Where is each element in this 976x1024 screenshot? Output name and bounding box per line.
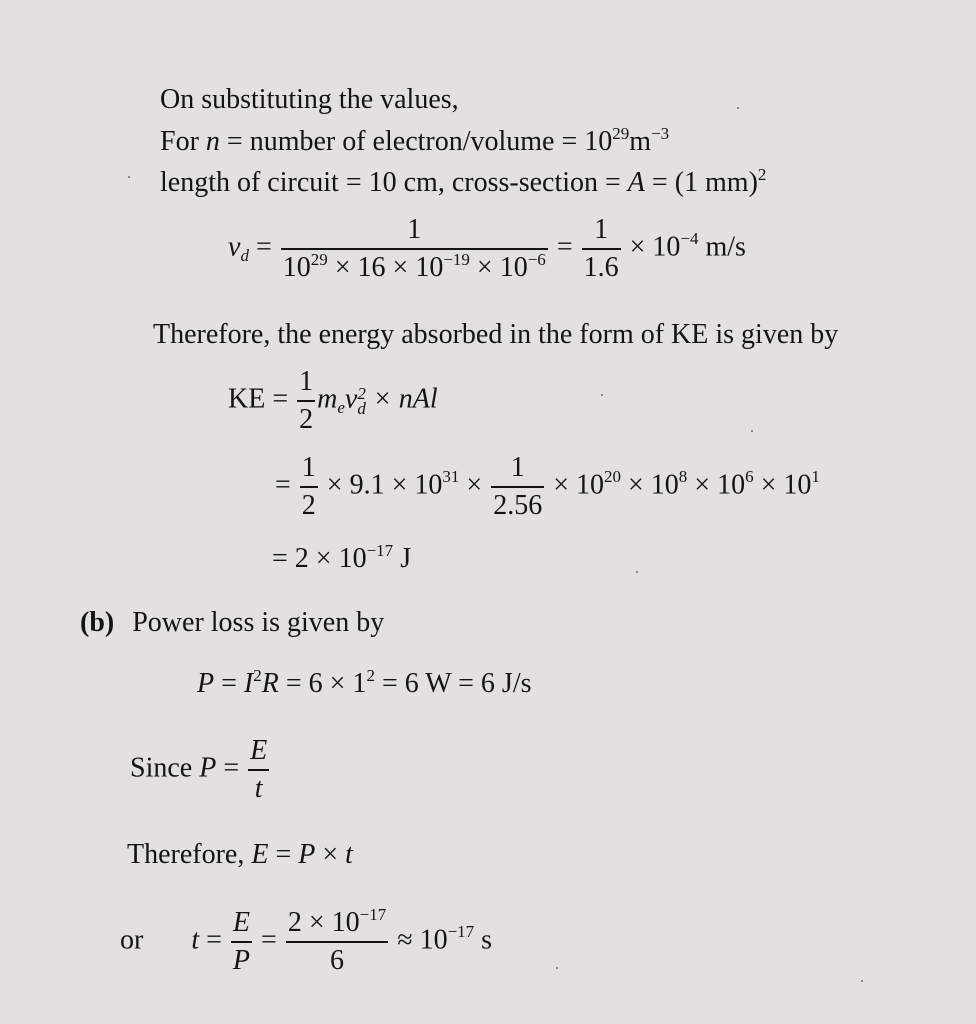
- numerator: E: [232, 907, 251, 938]
- equals-sign: =: [254, 924, 284, 956]
- var-n: n: [205, 126, 220, 157]
- intro-for-text: For: [160, 126, 206, 157]
- exponent: −17: [359, 905, 387, 924]
- superscript: 2: [357, 384, 366, 403]
- ke-equation-1: [228, 366, 438, 436]
- var-P: P: [298, 839, 316, 870]
- intro-line-1: [160, 83, 459, 117]
- scan-speck: [751, 430, 753, 432]
- scan-speck: [128, 176, 130, 178]
- intro-line-3: [160, 166, 766, 200]
- sup-sub-stack: [357, 386, 366, 416]
- ke-intro-text: Therefore, the energy absorbed in the form of KE is given by: [153, 319, 839, 350]
- exponent: 29: [612, 124, 630, 143]
- subscript: d: [240, 246, 249, 266]
- exponent: −4: [680, 229, 699, 249]
- power-result: = 6 W = 6 J/s: [374, 668, 532, 699]
- since-equation: [130, 735, 271, 805]
- subscript: d: [357, 399, 366, 418]
- power-of-ten: × 10: [622, 231, 681, 263]
- exponent: −6: [527, 250, 546, 269]
- var-I: I: [243, 668, 254, 699]
- unit-m: m: [629, 126, 652, 157]
- var-R: R: [261, 668, 279, 699]
- ke-intro-line: [153, 318, 838, 352]
- ke-equation-2: [275, 452, 820, 522]
- therefore-equation: [127, 838, 353, 872]
- exponent: −17: [447, 922, 475, 942]
- den-term: × 16 × 10: [327, 252, 444, 283]
- term: × 9.1 × 10: [319, 469, 443, 501]
- denominator: t: [254, 773, 263, 804]
- var-m: m: [317, 383, 338, 415]
- var-v: v: [228, 231, 241, 263]
- den-term: 10: [282, 252, 311, 283]
- ke-equation-3: [272, 542, 411, 576]
- den-term: × 10: [469, 252, 528, 283]
- fraction: [491, 452, 544, 522]
- equals-sign: =: [216, 752, 247, 784]
- term: × 10: [687, 469, 746, 501]
- numerator: 1: [594, 214, 609, 245]
- term: = 6 × 1: [278, 668, 367, 699]
- var-A: A: [627, 167, 645, 198]
- denominator: 2: [301, 490, 316, 521]
- equals-sign: =: [268, 839, 299, 870]
- exponent: −3: [651, 124, 670, 143]
- numerator: 1: [510, 452, 525, 483]
- intro-electron-density-text: = number of electron/volume = 10: [219, 126, 613, 157]
- var-v: v: [344, 383, 358, 415]
- intro-line-2: [160, 125, 669, 159]
- var-t: t: [191, 924, 200, 956]
- term: × 10: [620, 469, 679, 501]
- part-b-line: [80, 606, 384, 640]
- denominator: P: [232, 945, 251, 976]
- var-P: P: [199, 752, 217, 784]
- denominator: [281, 250, 548, 284]
- denominator: 1.6: [583, 252, 619, 283]
- scan-speck: [556, 967, 558, 969]
- or-text: or: [120, 924, 144, 956]
- intro-length-text: length of circuit = 10 cm, cross-section =: [160, 167, 628, 198]
- equals-sign: =: [549, 231, 580, 263]
- exponent: 1: [811, 467, 820, 487]
- fraction: [248, 735, 269, 805]
- part-b-label: (b): [80, 607, 115, 638]
- times-sign: ×: [459, 469, 490, 501]
- numerator: 1: [407, 214, 422, 245]
- times-sign: ×: [315, 839, 346, 870]
- exponent: 31: [442, 467, 460, 487]
- fraction: [582, 214, 621, 284]
- approx-term: ≈ 10: [390, 924, 448, 956]
- since-text: Since: [130, 752, 200, 784]
- scan-speck: [636, 571, 638, 573]
- exponent: 6: [745, 467, 754, 487]
- var-E: E: [251, 839, 269, 870]
- ke-result: = 2 × 10: [272, 543, 367, 574]
- term: × 10: [753, 469, 812, 501]
- denominator: 6: [330, 945, 344, 976]
- exponent: 2: [253, 666, 262, 685]
- exponent: 20: [603, 467, 621, 487]
- numerator: 1: [301, 452, 316, 483]
- exponent: 2: [757, 165, 767, 184]
- var-t: t: [345, 839, 353, 870]
- denominator: 2.56: [493, 490, 543, 521]
- fraction: [281, 214, 548, 284]
- equals-sign: =: [275, 469, 298, 501]
- numerator: [286, 907, 388, 941]
- unit: m/s: [698, 231, 746, 263]
- fraction: [231, 907, 252, 977]
- numerator: 1: [299, 366, 314, 397]
- numerator: E: [250, 735, 268, 766]
- ke-lhs: KE =: [228, 383, 296, 415]
- scan-speck: [861, 980, 863, 982]
- intro-line-1-text: On substituting the values,: [160, 84, 459, 115]
- intro-area-text: = (1 mm): [644, 167, 758, 198]
- exponent: 29: [310, 250, 328, 269]
- fraction: [286, 907, 388, 977]
- part-b-text: Power loss is given by: [132, 607, 385, 638]
- equals-sign: =: [248, 231, 279, 263]
- exponent: −19: [443, 250, 470, 269]
- exponent: −17: [366, 541, 394, 560]
- unit: s: [474, 924, 493, 956]
- denominator: 2: [299, 404, 314, 435]
- drift-velocity-equation: [228, 214, 746, 284]
- unit: J: [393, 543, 412, 574]
- equals-sign: =: [199, 924, 229, 956]
- or-equation: [120, 907, 492, 977]
- scan-speck: [737, 107, 739, 109]
- term: × 10: [546, 469, 604, 501]
- ke-rest: × nAl: [365, 383, 438, 415]
- exponent: 8: [678, 467, 688, 487]
- var-P: P: [197, 668, 215, 699]
- equals-sign: =: [214, 668, 244, 699]
- scan-speck: [601, 394, 603, 396]
- therefore-text: Therefore,: [127, 839, 252, 870]
- fraction: [297, 366, 315, 436]
- fraction: [300, 452, 318, 522]
- exponent: 2: [366, 666, 375, 685]
- num-term: 2 × 10: [287, 907, 360, 938]
- subscript: e: [337, 398, 345, 418]
- power-equation: [197, 667, 532, 701]
